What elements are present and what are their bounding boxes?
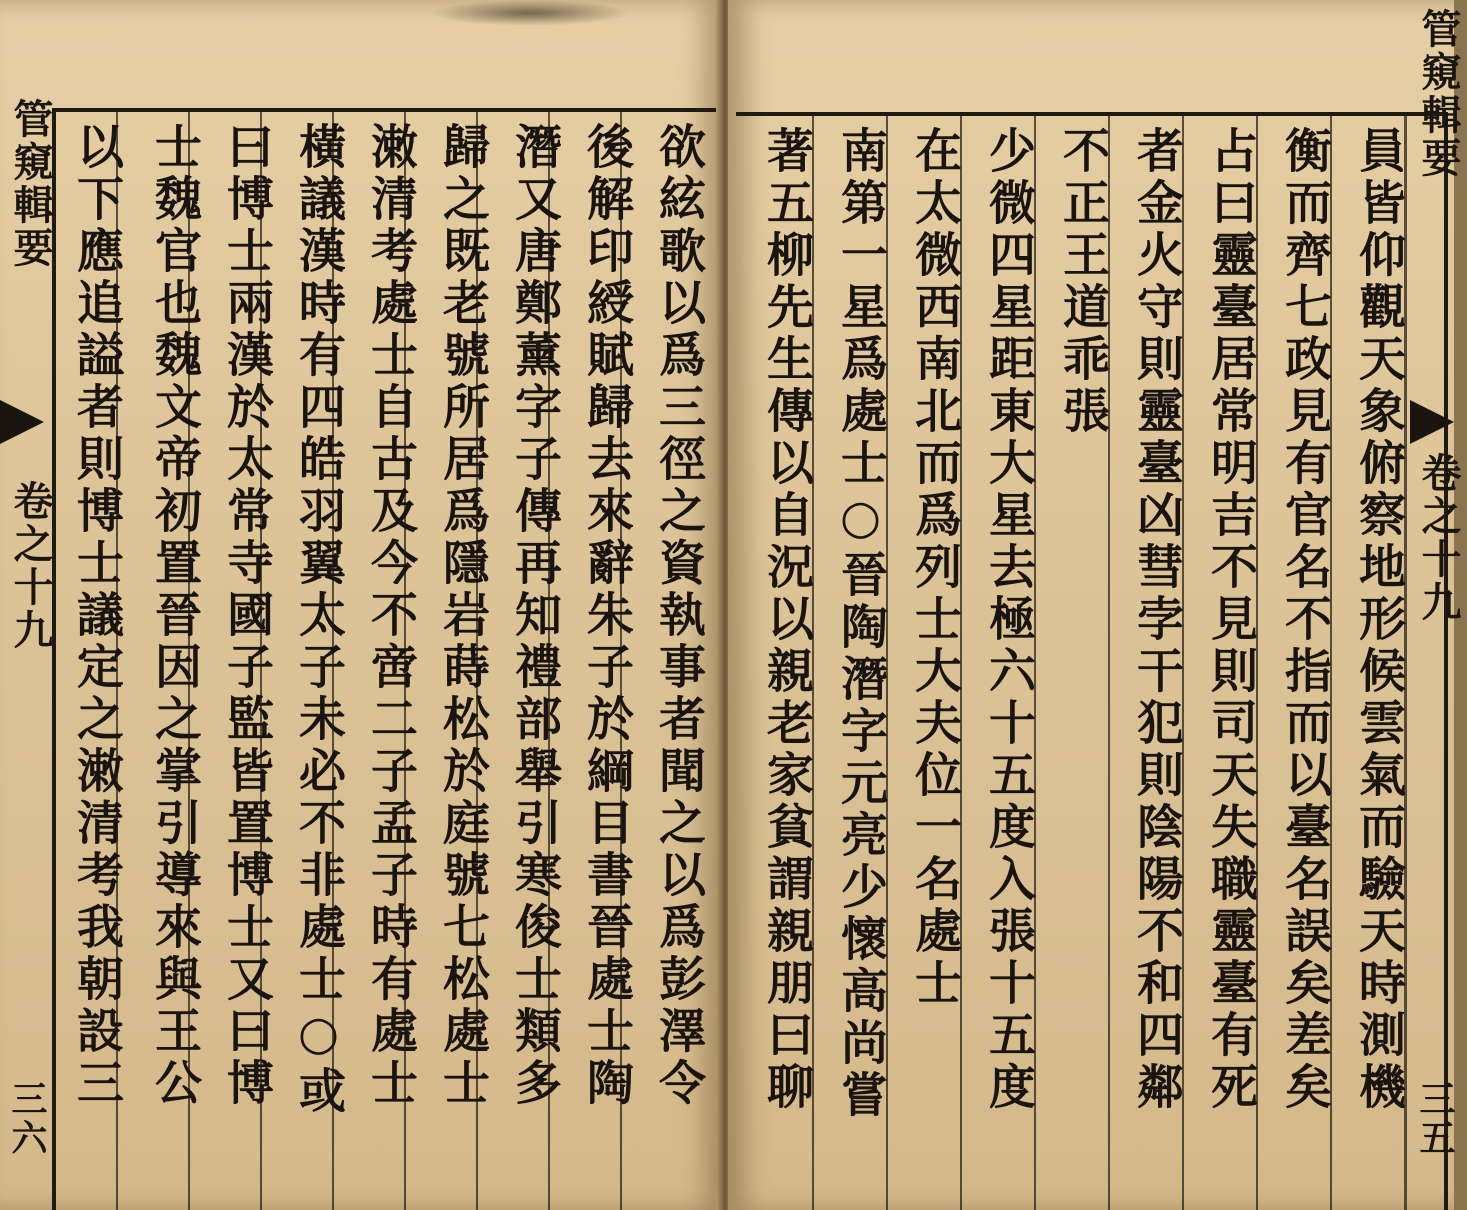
ink-smudge [430, 0, 630, 26]
text-column: 在太微西南北而爲列士大夫位一名處士 [907, 126, 962, 1010]
text-column: 著五柳先生傳以自況以親老家貧謂親朋曰聊 [759, 126, 814, 1114]
text-column: 橫議漢時有四皓羽翼太子未必不非處士○或 [291, 122, 346, 1118]
right-margin-volume: 卷之十九 [1415, 452, 1462, 624]
text-column: 欲絃歌以爲三徑之資執事者聞之以爲彭澤令 [651, 122, 706, 1110]
text-column: 不正王道乖張 [1055, 126, 1110, 438]
text-column: 後解印綬賦歸去來辭朱子於綱目書晉處士陶 [579, 122, 634, 1110]
text-column: 歸之既老號所居爲隱岩蒔松於庭號七松處士 [435, 122, 490, 1110]
text-column: 員皆仰觀天象俯察地形候雲氣而驗天時測機 [1351, 126, 1406, 1114]
text-column: 士魏官也魏文帝初置晉因之掌引導來與王公 [147, 122, 202, 1110]
text-column: 衡而齊七政見有官名不指而以臺名誤矣差矣 [1277, 126, 1332, 1114]
text-column: 潄清考處士自古及今不啻二子孟子時有處士 [363, 122, 418, 1110]
text-column: 潛又唐鄭薰字子傳再知禮部舉引寒俊士類多 [507, 122, 562, 1110]
text-column: 少微四星距東大星去極六十五度入張十五度 [981, 126, 1036, 1114]
right-page [728, 0, 1462, 1210]
left-margin-title: 管窺輯要 [7, 98, 54, 270]
right-margin-title: 管窺輯要 [1415, 8, 1462, 180]
left-margin-volume: 卷之十九 [7, 480, 54, 652]
right-folio: 三五 [1414, 1080, 1456, 1158]
text-column: 曰博士兩漢於太常寺國子監皆置博士又曰博 [219, 122, 274, 1110]
text-column: 南第一星爲處士○晉陶潛字元亮少懷高尚嘗 [833, 126, 888, 1122]
fish-tail-mark [0, 400, 44, 444]
text-column: 者金火守則靈臺凶彗孛干犯則陰陽不和四鄰 [1129, 126, 1184, 1114]
left-text-frame [52, 108, 720, 1210]
left-page [0, 0, 722, 1210]
text-column: 占曰靈臺居常明吉不見則司天失職靈臺有死 [1203, 126, 1258, 1114]
fish-tail-mark [1410, 400, 1454, 444]
left-folio: 三六 [6, 1080, 48, 1158]
text-column: 以下應追謚者則博士議定之潄清考我朝設三 [69, 122, 124, 1110]
right-text-frame [736, 112, 1448, 1210]
